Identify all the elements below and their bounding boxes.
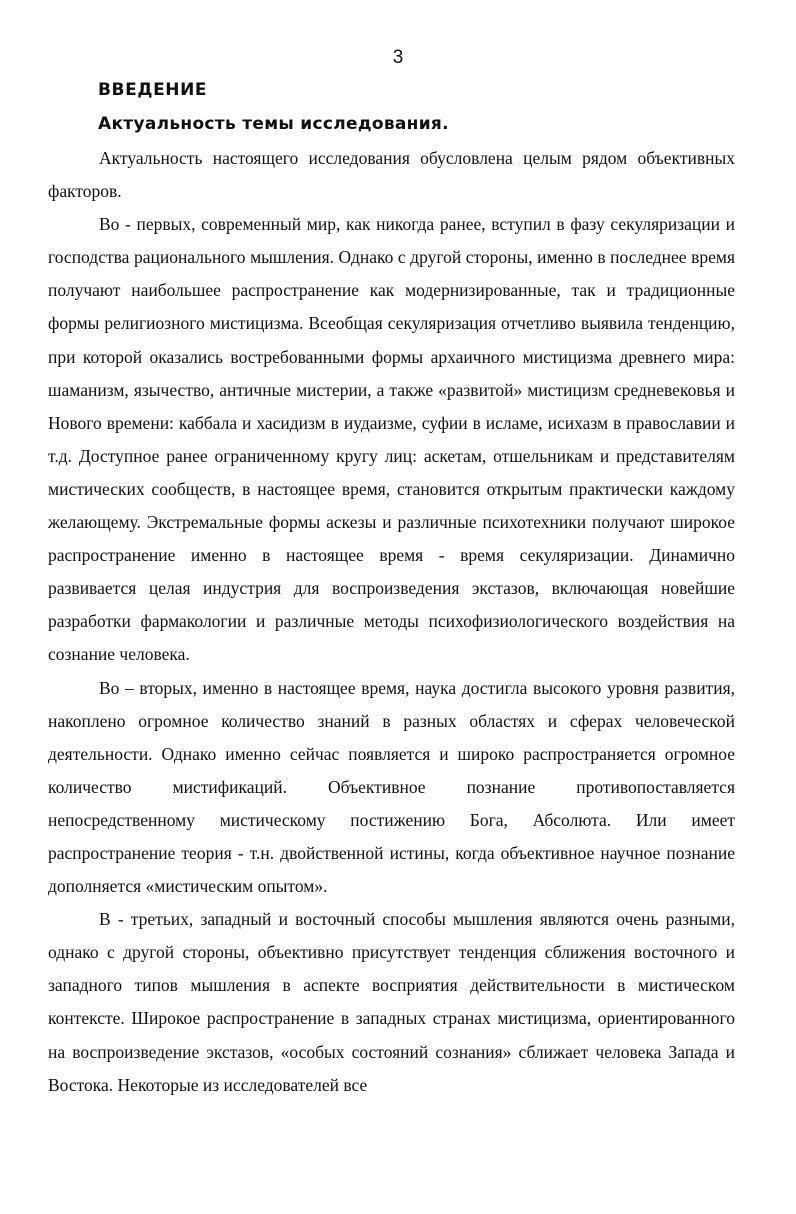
- subsection-title: Актуальность темы исследования.: [98, 114, 449, 134]
- section-title: ВВЕДЕНИЕ: [98, 80, 208, 100]
- paragraph: Во - первых, современный мир, как никогда ранее, вступил в фазу секуляризации и господства рационального мышления. Однако с другой стороны, именно в последнее время получают наибольшее распространение как модернизированные, так и традиционные формы религиозного мистицизма. Всеобщая секуляризация отчетливо выявила тенденцию, при которой оказались востребованными формы архаичного мистицизма древнего мира: шаманизм, язычество, античные мистерии, а также «развитой» мистицизм средневековья и Нового времени: каббала и хасидизм в иудаизме, суфии в исламе, исихазм в православии и т.д. Доступное ранее ограниченному кругу лиц: аскетам, отшельникам и представителям мистических сообществ, в настоящее время, становится открытым практически каждому желающему. Экстремальные формы аскезы и различные психотехники получают широкое распространение именно в настоящее время - время секуляризации. Динамично развивается целая индустрия для воспроизведения экстазов, включающая новейшие разработки фармакологии и различные методы психофизиологического воздействия на сознание человека.: [48, 214, 735, 665]
- paragraph: В - третьих, западный и восточный способы мышления являются очень разными, однако с другой стороны, объективно присутствует тенденция сближения восточного и западного типов мышления в аспекте восприятия действительности в мистическом контексте. Широкое распространение в западных странах мистицизма, ориентированного на воспроизведение экстазов, «особых состояний сознания» сближает человека Запада и Востока. Некоторые из исследователей все: [48, 909, 735, 1095]
- page-number: 3: [392, 47, 404, 68]
- body-text: [48, 142, 735, 1102]
- paragraph: Во – вторых, именно в настоящее время, наука достигла высокого уровня развития, накоплено огромное количество знаний в разных областях и сферах человеческой деятельности. Однако именно сейчас появляется и широко распространяется огромное количество мистификаций. Объективное познание противопоставляется непосредственному мистическому постижению Бога, Абсолюта. Или имеет распространение теория - т.н. двойственной истины, когда объективное научное познание дополняется «мистическим опытом».: [48, 677, 735, 897]
- paragraph: Актуальность настоящего исследования обусловлена целым рядом объективных факторов.: [48, 148, 735, 202]
